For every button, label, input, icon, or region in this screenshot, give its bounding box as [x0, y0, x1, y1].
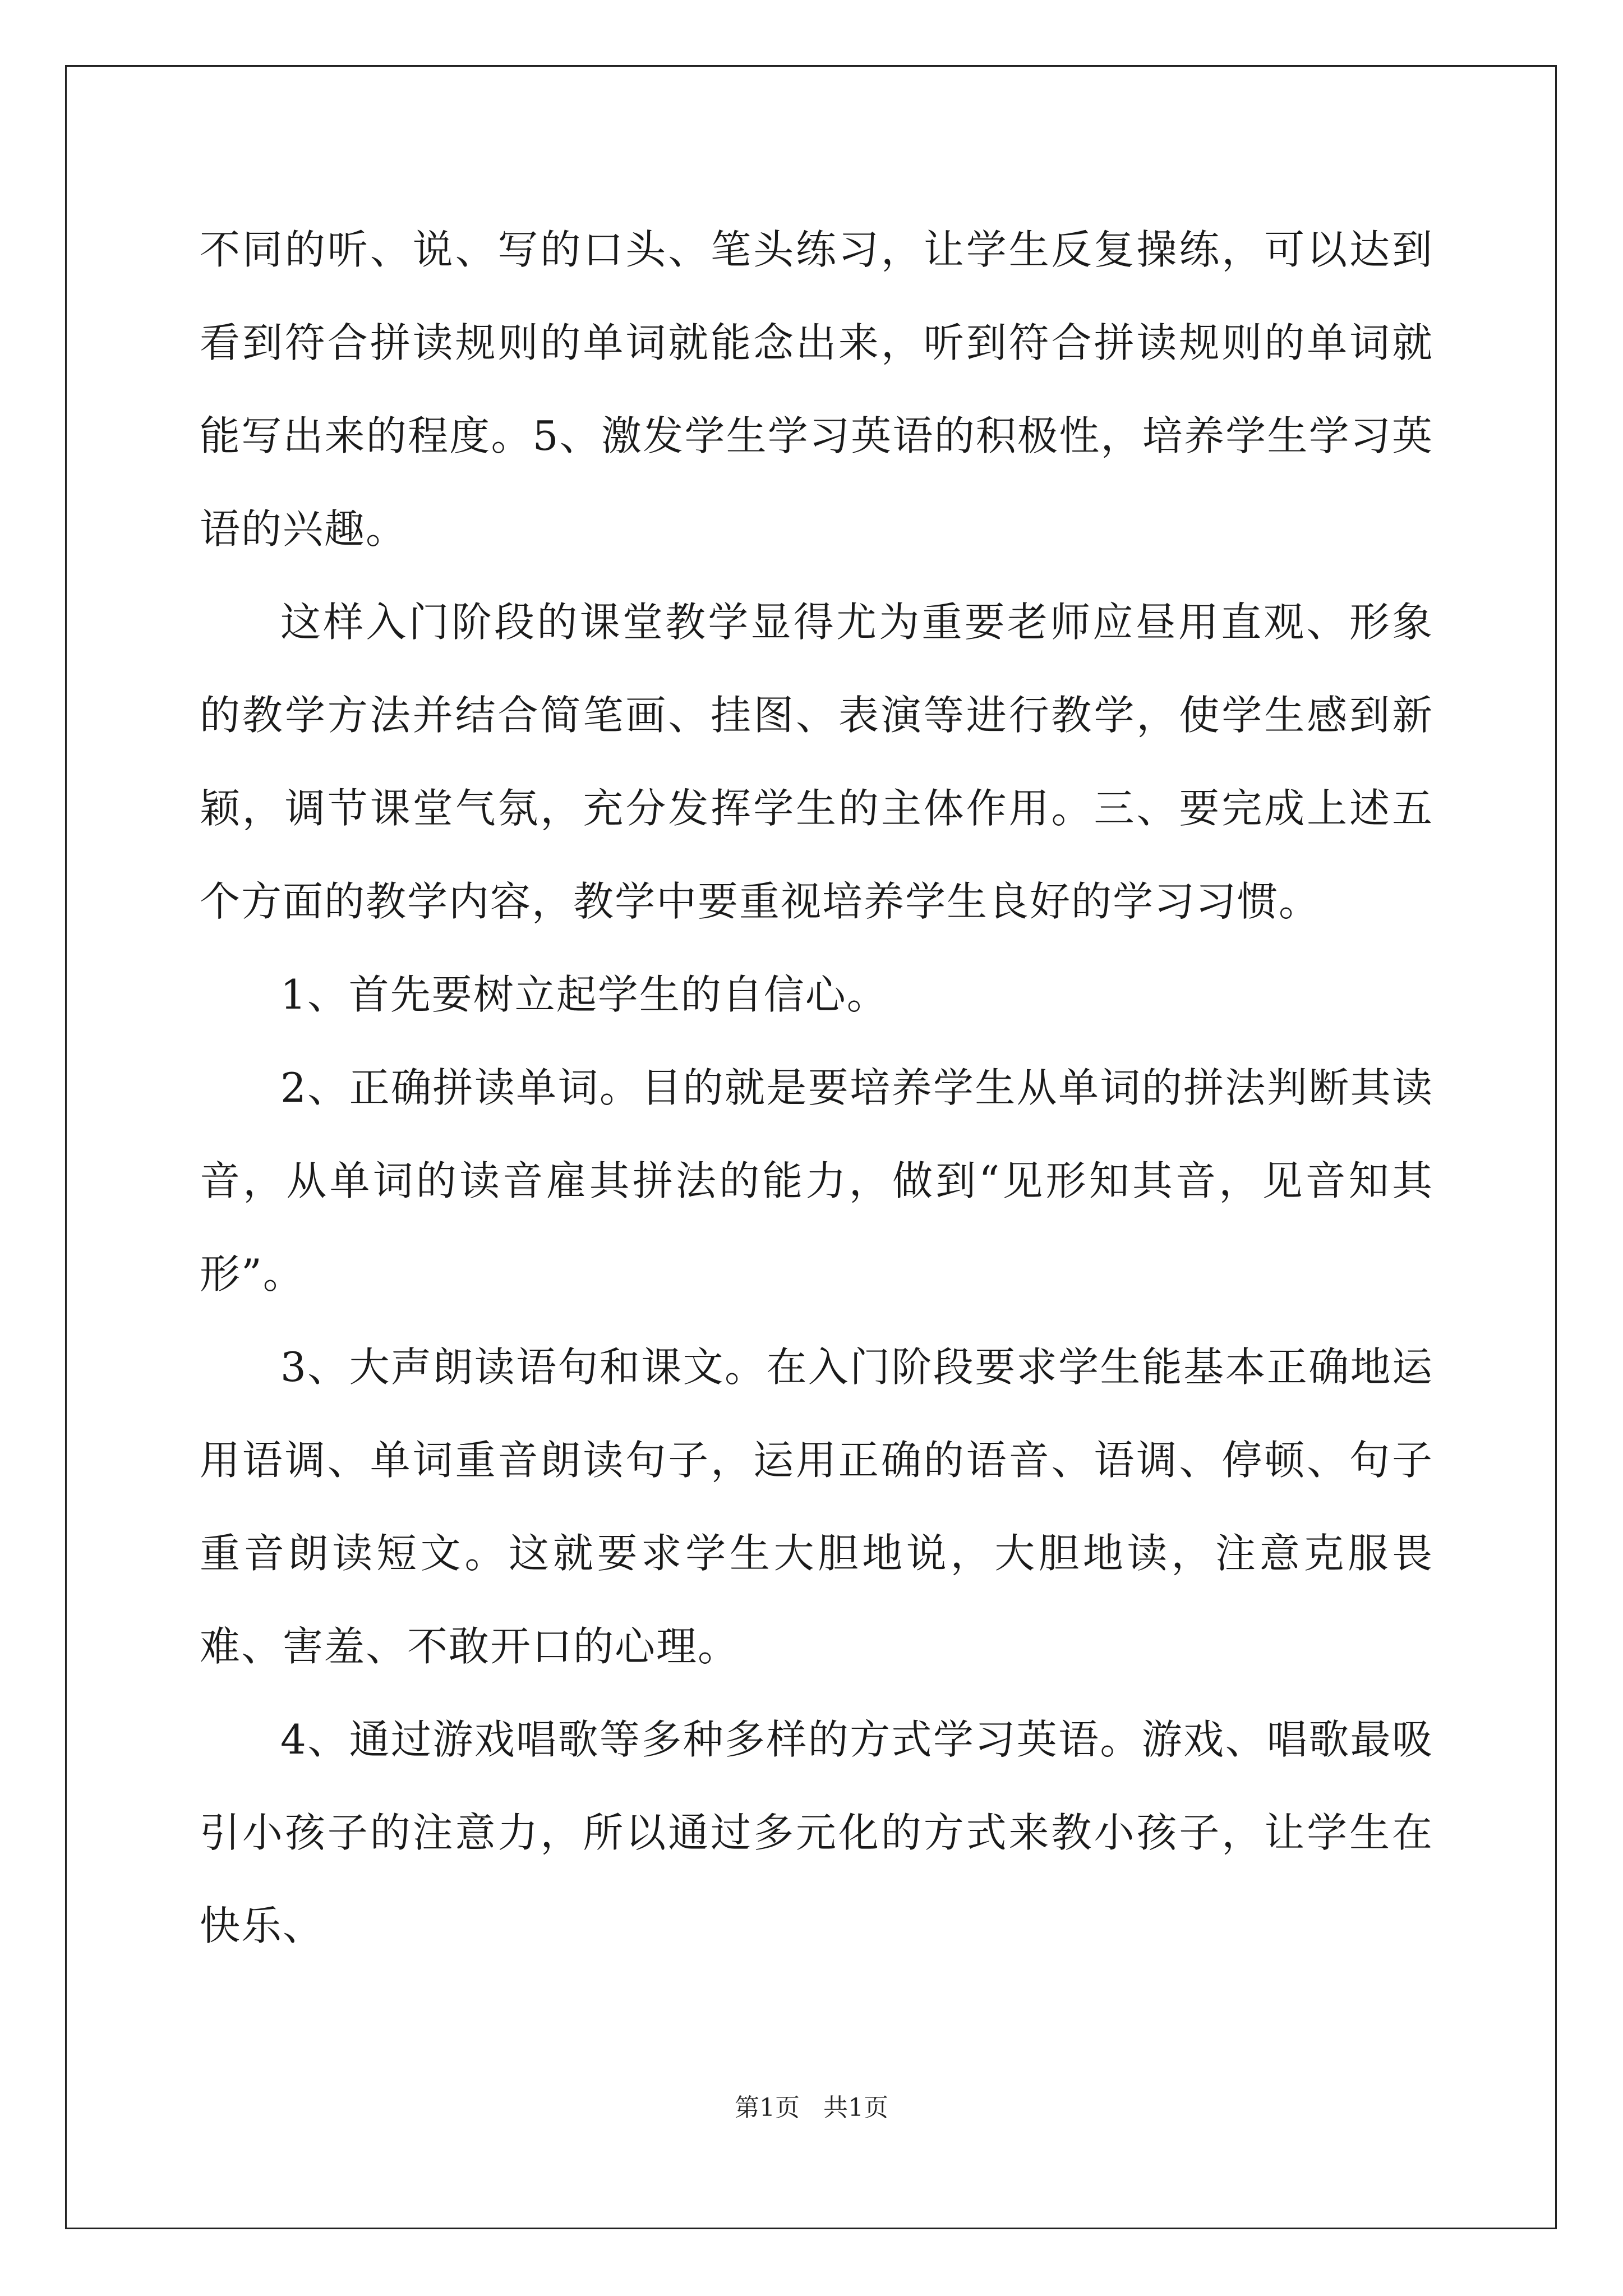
document-body [200, 203, 1433, 1972]
paragraph-2: 这样入门阶段的课堂教学显得尤为重要老师应昼用直观、形象的教学方法并结合简笔画、挂图、表演等进行教学，使学生感到新颖，调节课堂气氛，充分发挥学生的主体作用。三、要完成上述五个方面的教学内容，教学中要重视培养学生良好的学习习惯。 [200, 599, 1433, 925]
page-footer: 第1页 共1页 [735, 2093, 888, 2122]
paragraph-4: 2、正确拼读单词。目的就是要培养学生从单词的拼法判断其读音，从单词的读音雇其拼法的能力，做到“见形知其音，见音知其形”。 [200, 1064, 1433, 1297]
paragraph-3: 1、首先要树立起学生的自信心。 [280, 971, 888, 1018]
paragraph-5: 3、大声朗读语句和课文。在入门阶段要求学生能基本正确地运用语调、单词重音朗读句子，运用正确的语音、语调、停顿、句子重音朗读短文。这就要求学生大胆地说，大胆地读，注意克服畏难、害羞、不敢开口的心理。 [200, 1343, 1433, 1670]
paragraph-6: 4、通过游戏唱歌等多种多样的方式学习英语。游戏、唱歌最吸引小孩子的注意力，所以通过多元化的方式来教小孩子，让学生在快乐、 [200, 1716, 1433, 1949]
paragraph-1: 不同的听、说、写的口头、笔头练习，让学生反复操练，可以达到看到符合拼读规则的单词就能念出来，听到符合拼读规则的单词就能写出来的程度。5、激发学生学习英语的积极性，培养学生学习英语的兴趣。 [200, 226, 1433, 553]
